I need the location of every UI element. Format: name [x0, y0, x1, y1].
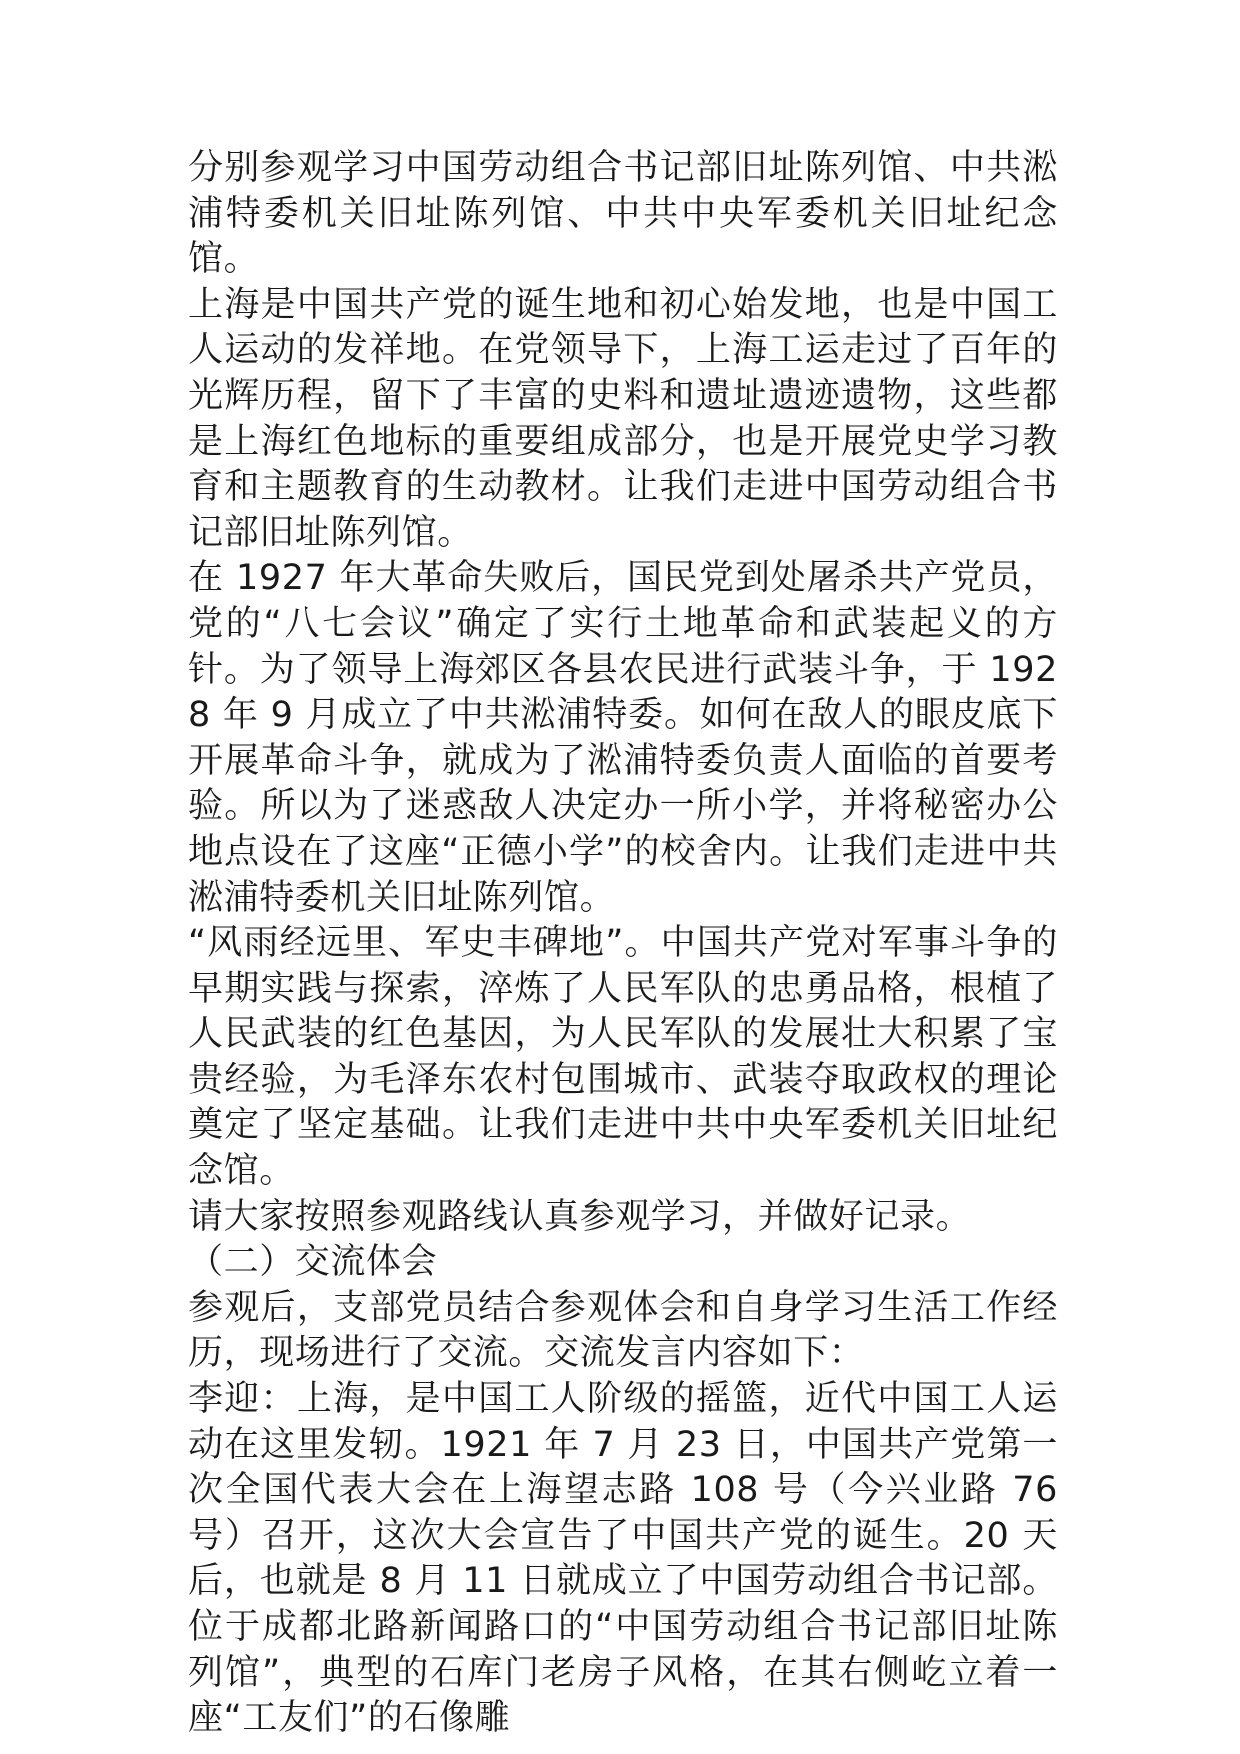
paragraph-visit-intro: 分别参观学习中国劳动组合书记部旧址陈列馆、中共淞浦特委机关旧址陈列馆、中共中央军委机关旧址纪念馆。 — [188, 148, 1058, 280]
paragraph-military-commission: “风雨经远里、军史丰碑地”。中国共产党对军事斗争的早期实践与探索，淬炼了人民军队的忠勇品格，根植了人民武装的红色基因，为人民军队的发展壮大积累了宝贵经验，为毛泽东农村包围城市、武装夺取政权的理论奠定了坚定基础。让我们走进中共中央军委机关旧址纪念馆。 — [188, 923, 1058, 1192]
document-body — [188, 146, 1058, 1742]
paragraph-labor-secretariat: 上海是中国共产党的诞生地和初心始发地，也是中国工人运动的发祥地。在党领导下，上海工运走过了百年的光辉历程，留下了丰富的史料和遗址遗迹遗物，这些都是上海红色地标的重要组成部分，也是开展党史学习教育和主题教育的生动教材。让我们走进中国劳动组合书记部旧址陈列馆。 — [188, 284, 1058, 553]
paragraph-exchange-intro: 参观后，支部党员结合参观体会和自身学习生活工作经历，现场进行了交流。交流发言内容如下： — [188, 1287, 1058, 1374]
paragraph-li-ying-remarks: 李迎：上海，是中国工人阶级的摇篮，近代中国工人运动在这里发轫。1921 年 7 月 23 日，中国共产党第一次全国代表大会在上海望志路 108 号（今兴业路 76 号）召开，这次大会宣告了中国共产党的诞生。20 天后，也就是 8 月 11 日就成立了中国劳动组合书记部。 位于成都北路新闻路口的“中国劳动组合书记部旧址陈列馆”，典型的石库门老房子风格，在其右侧屹立着一座“工友们”的石像雕 — [188, 1379, 1058, 1739]
paragraph-songpu-committee: 在 1927 年大革命失败后，国民党到处屠杀共产党员，党的“八七会议”确定了实行土地革命和武装起义的方针。为了领导上海郊区各县农民进行武装斗争，于 1928 年 9 月成立了中共淞浦特委。如何在敌人的眼皮底下开展革命斗争，就成为了淞浦特委负责人面临的首要考验。所以为了迷惑敌人决定办一所小学，并将秘密办公地点设在了这座“正德小学”的校舍内。让我们走进中共淞浦特委机关旧址陈列馆。 — [188, 558, 1058, 918]
paragraph-visit-instruction: 请大家按照参观路线认真参观学习，并做好记录。 — [188, 1196, 972, 1237]
section-heading-exchange: （二）交流体会 — [188, 1242, 438, 1283]
